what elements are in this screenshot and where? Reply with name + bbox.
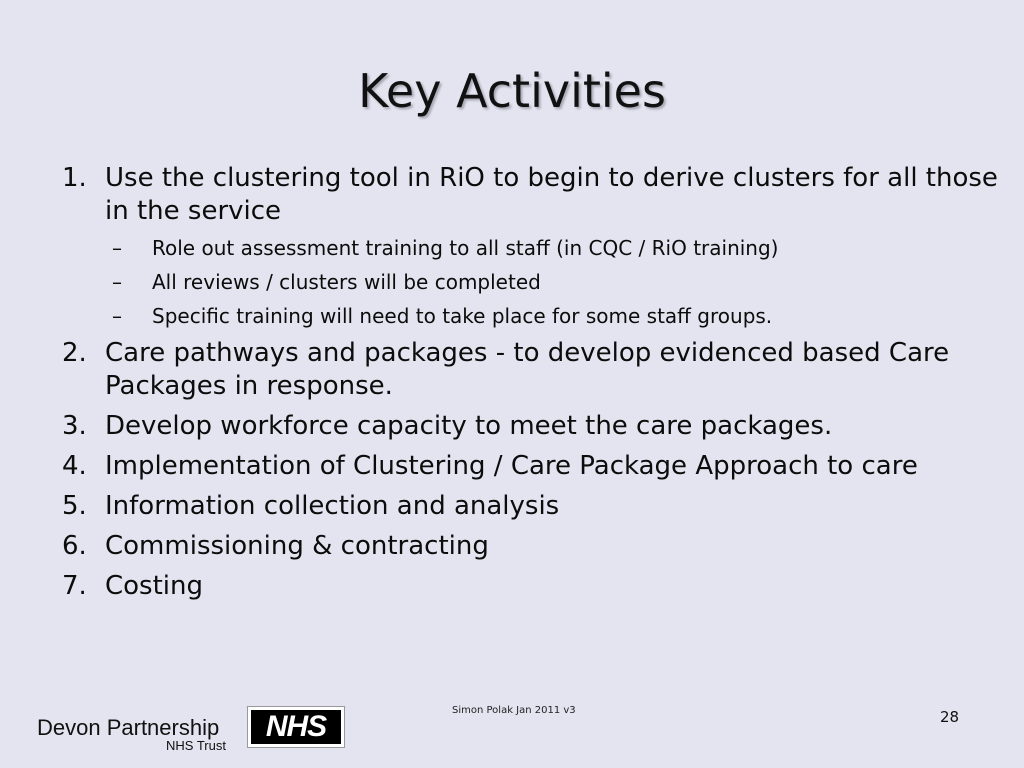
sub-item-text: Role out assessment training to all staff (in CQC / RiO training) — [152, 236, 779, 260]
logo-trust-label: NHS Trust — [166, 738, 226, 753]
list-item-text: Costing — [105, 571, 204, 601]
sub-item-dash: – — [112, 304, 122, 328]
sub-list-item — [62, 269, 1002, 295]
list-item-number: 3. — [62, 411, 87, 441]
list-item-text: Use the clustering tool in RiO to begin to derive clusters for all those in the service — [105, 163, 998, 226]
logo-org-name: Devon Partnership — [37, 715, 220, 740]
nhs-logo-mark: NHS — [251, 710, 341, 744]
list-item-number: 4. — [62, 451, 87, 481]
list-item — [62, 450, 1002, 483]
list-item-number: 1. — [62, 163, 87, 193]
list-item-text: Commissioning & contracting — [105, 531, 489, 561]
list-item-text: Implementation of Clustering / Care Package Approach to care — [105, 451, 918, 481]
list-item — [62, 490, 1002, 523]
list-item-text: Care pathways and packages - to develop evidenced based Care Packages in response. — [105, 338, 950, 401]
sub-item-text: All reviews / clusters will be completed — [152, 270, 541, 294]
list-item — [62, 337, 1002, 403]
list-item — [62, 162, 1002, 228]
sub-list-item — [62, 235, 1002, 261]
sub-item-dash: – — [112, 236, 122, 260]
slide-title: Key Activities — [358, 64, 666, 118]
list-item-number: 2. — [62, 338, 87, 368]
list-item-text: Develop workforce capacity to meet the care packages. — [105, 411, 833, 441]
sub-list-item — [62, 303, 1002, 329]
list-item — [62, 410, 1002, 443]
list-item — [62, 530, 1002, 563]
list-item-number: 6. — [62, 531, 87, 561]
page-number: 28 — [940, 708, 960, 726]
list-item — [62, 570, 1002, 603]
sub-item-dash: – — [112, 270, 122, 294]
list-item-number: 7. — [62, 571, 87, 601]
list-item-number: 5. — [62, 491, 87, 521]
sub-item-text: Specific training will need to take place for some staff groups. — [152, 304, 773, 328]
nhs-logo-box — [247, 706, 345, 748]
footer-author: Simon Polak Jan 2011 v3 — [452, 705, 576, 716]
list-item-text: Information collection and analysis — [105, 491, 560, 521]
activity-list — [62, 162, 1002, 610]
